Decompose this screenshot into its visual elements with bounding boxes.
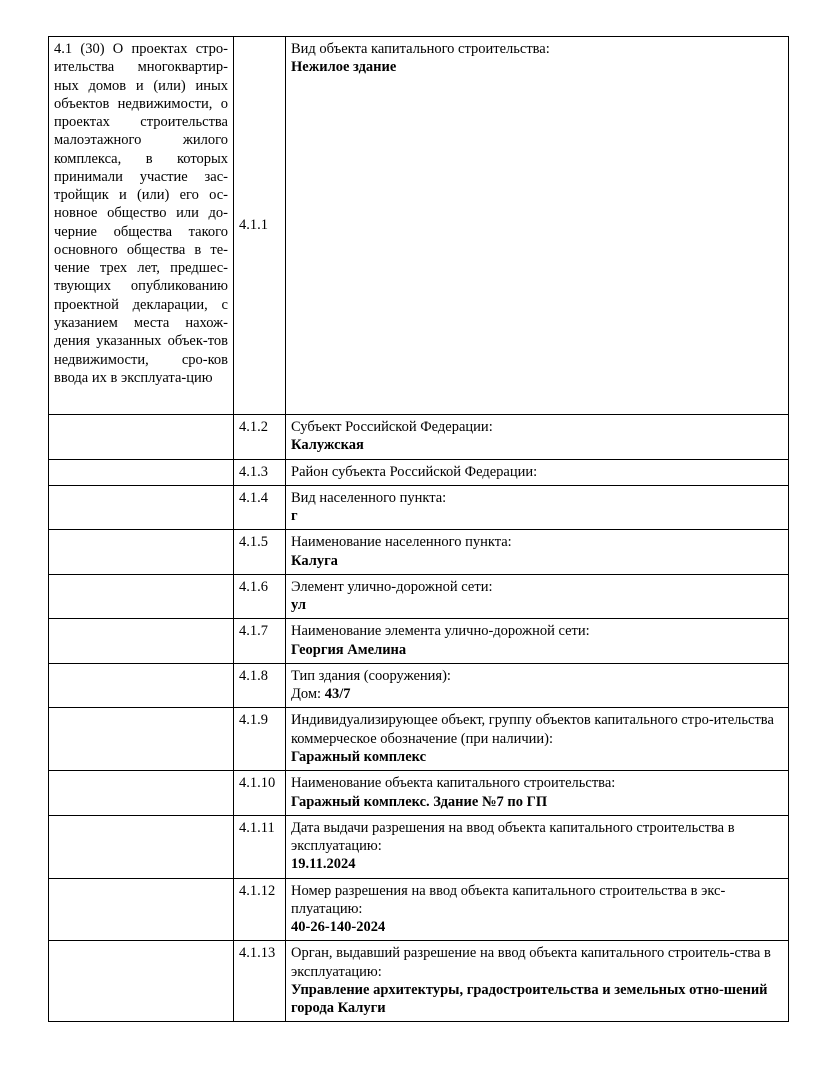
table-row <box>49 771 789 816</box>
row-number-cell: 4.1.1 <box>234 37 286 415</box>
row-value-cell <box>286 708 789 771</box>
row-value-cell <box>286 878 789 941</box>
question-text: Дата выдачи разрешения на ввод объекта капитального строительства в эксплуатацию: <box>291 819 735 855</box>
row-number-cell: 4.1.5 <box>234 530 286 575</box>
empty-label-cell <box>49 708 234 771</box>
question-text: Орган, выдавший разрешение на ввод объекта капитального строитель-ства в эксплуатацию: <box>291 945 771 980</box>
row-number-cell: 4.1.10 <box>234 771 286 816</box>
table-row <box>49 619 789 664</box>
question-text: Наименование объекта капитального строительства: <box>291 775 616 792</box>
empty-label-cell <box>49 459 234 485</box>
row-value-cell <box>286 574 789 619</box>
table-row <box>49 530 789 575</box>
question-text: Вид населенного пункта: <box>291 489 447 506</box>
table-row <box>49 485 789 530</box>
row-number-cell: 4.1.7 <box>234 619 286 664</box>
question-text: Вид объекта капитального строительства: <box>291 41 550 57</box>
question-text: Тип здания (сооружения): <box>291 667 451 684</box>
empty-label-cell <box>49 574 234 619</box>
answer-text: 40-26-140-2024 <box>291 919 386 936</box>
empty-label-cell <box>49 663 234 708</box>
empty-label-cell <box>49 530 234 575</box>
empty-label-cell <box>49 771 234 816</box>
row-number-cell: 4.1.4 <box>234 485 286 530</box>
table-row <box>49 941 789 1022</box>
answer-text: г <box>291 508 298 525</box>
empty-label-cell <box>49 878 234 941</box>
answer-text: ул <box>291 597 307 614</box>
row-number-cell: 4.1.8 <box>234 663 286 708</box>
answer-text: Калуга <box>291 552 338 569</box>
row-number-cell: 4.1.9 <box>234 708 286 771</box>
answer-text: 43/7 <box>324 686 351 703</box>
row-number-cell: 4.1.11 <box>234 815 286 878</box>
row-value-cell <box>286 459 789 485</box>
table-row <box>49 878 789 941</box>
question-text: Индивидуализирующее объект, группу объектов капитального стро-ительства коммерческое обозначение (при наличии): <box>291 712 774 747</box>
row-value-cell <box>286 530 789 575</box>
table-row <box>49 815 789 878</box>
empty-label-cell <box>49 415 234 460</box>
table-row <box>49 459 789 485</box>
table-row <box>49 37 789 415</box>
row-value-cell <box>286 485 789 530</box>
row-number-cell: 4.1.6 <box>234 574 286 619</box>
answer-text: Георгия Амелина <box>291 641 407 658</box>
answer-text: Нежилое здание <box>291 59 397 76</box>
empty-label-cell <box>49 815 234 878</box>
question-text: Наименование элемента улично-дорожной сети: <box>291 623 590 640</box>
row-value-cell <box>286 415 789 460</box>
row-value-cell <box>286 663 789 708</box>
row-value-cell <box>286 37 789 415</box>
question-text: Наименование населенного пункта: <box>291 534 512 551</box>
table-row <box>49 663 789 708</box>
table-row <box>49 574 789 619</box>
row-number-cell: 4.1.3 <box>234 459 286 485</box>
answer-text: Калужская <box>291 437 364 454</box>
answer-text: 19.11.2024 <box>291 856 356 873</box>
question-text: Район субъекта Российской Федерации: <box>291 463 538 480</box>
declaration-table <box>48 36 789 1022</box>
empty-label-cell <box>49 619 234 664</box>
row-value-cell <box>286 941 789 1022</box>
row-value-cell <box>286 771 789 816</box>
answer-text: Гаражный комплекс. Здание №7 по ГП <box>291 793 548 810</box>
row-number-cell: 4.1.12 <box>234 878 286 941</box>
table-row <box>49 415 789 460</box>
empty-label-cell <box>49 941 234 1022</box>
row-number-cell: 4.1.2 <box>234 415 286 460</box>
question-text: Номер разрешения на ввод объекта капитального строительства в экс-плуатацию: <box>291 882 726 917</box>
section-label-cell: 4.1 (30) О проектах стро-ительства многоквартир-ных домов и (или) иных объектов недвижимости, о проектах строительства малоэтажного жилого комплекса, в которых принимали участие зас-тройщик и (или) его ос-новное общество или до-черние общества такого основного общества в те-чение трех лет, предшес-твующих опубликованию проектной декларации, с указанием места нахож-дения указанных объек-тов недвижимости, сро-ков ввода их в эксплуата-цию <box>49 37 234 415</box>
question-text-secondary: Дом: <box>291 686 325 703</box>
row-value-cell <box>286 619 789 664</box>
table-row <box>49 708 789 771</box>
answer-text: Управление архитектуры, градостроительства и земельных отно-шений города Калуги <box>291 981 768 1017</box>
question-text: Элемент улично-дорожной сети: <box>291 578 493 595</box>
answer-text: Гаражный комплекс <box>291 748 427 765</box>
empty-label-cell <box>49 485 234 530</box>
question-text: Субъект Российской Федерации: <box>291 419 493 435</box>
row-value-cell <box>286 815 789 878</box>
row-number-cell: 4.1.13 <box>234 941 286 1022</box>
